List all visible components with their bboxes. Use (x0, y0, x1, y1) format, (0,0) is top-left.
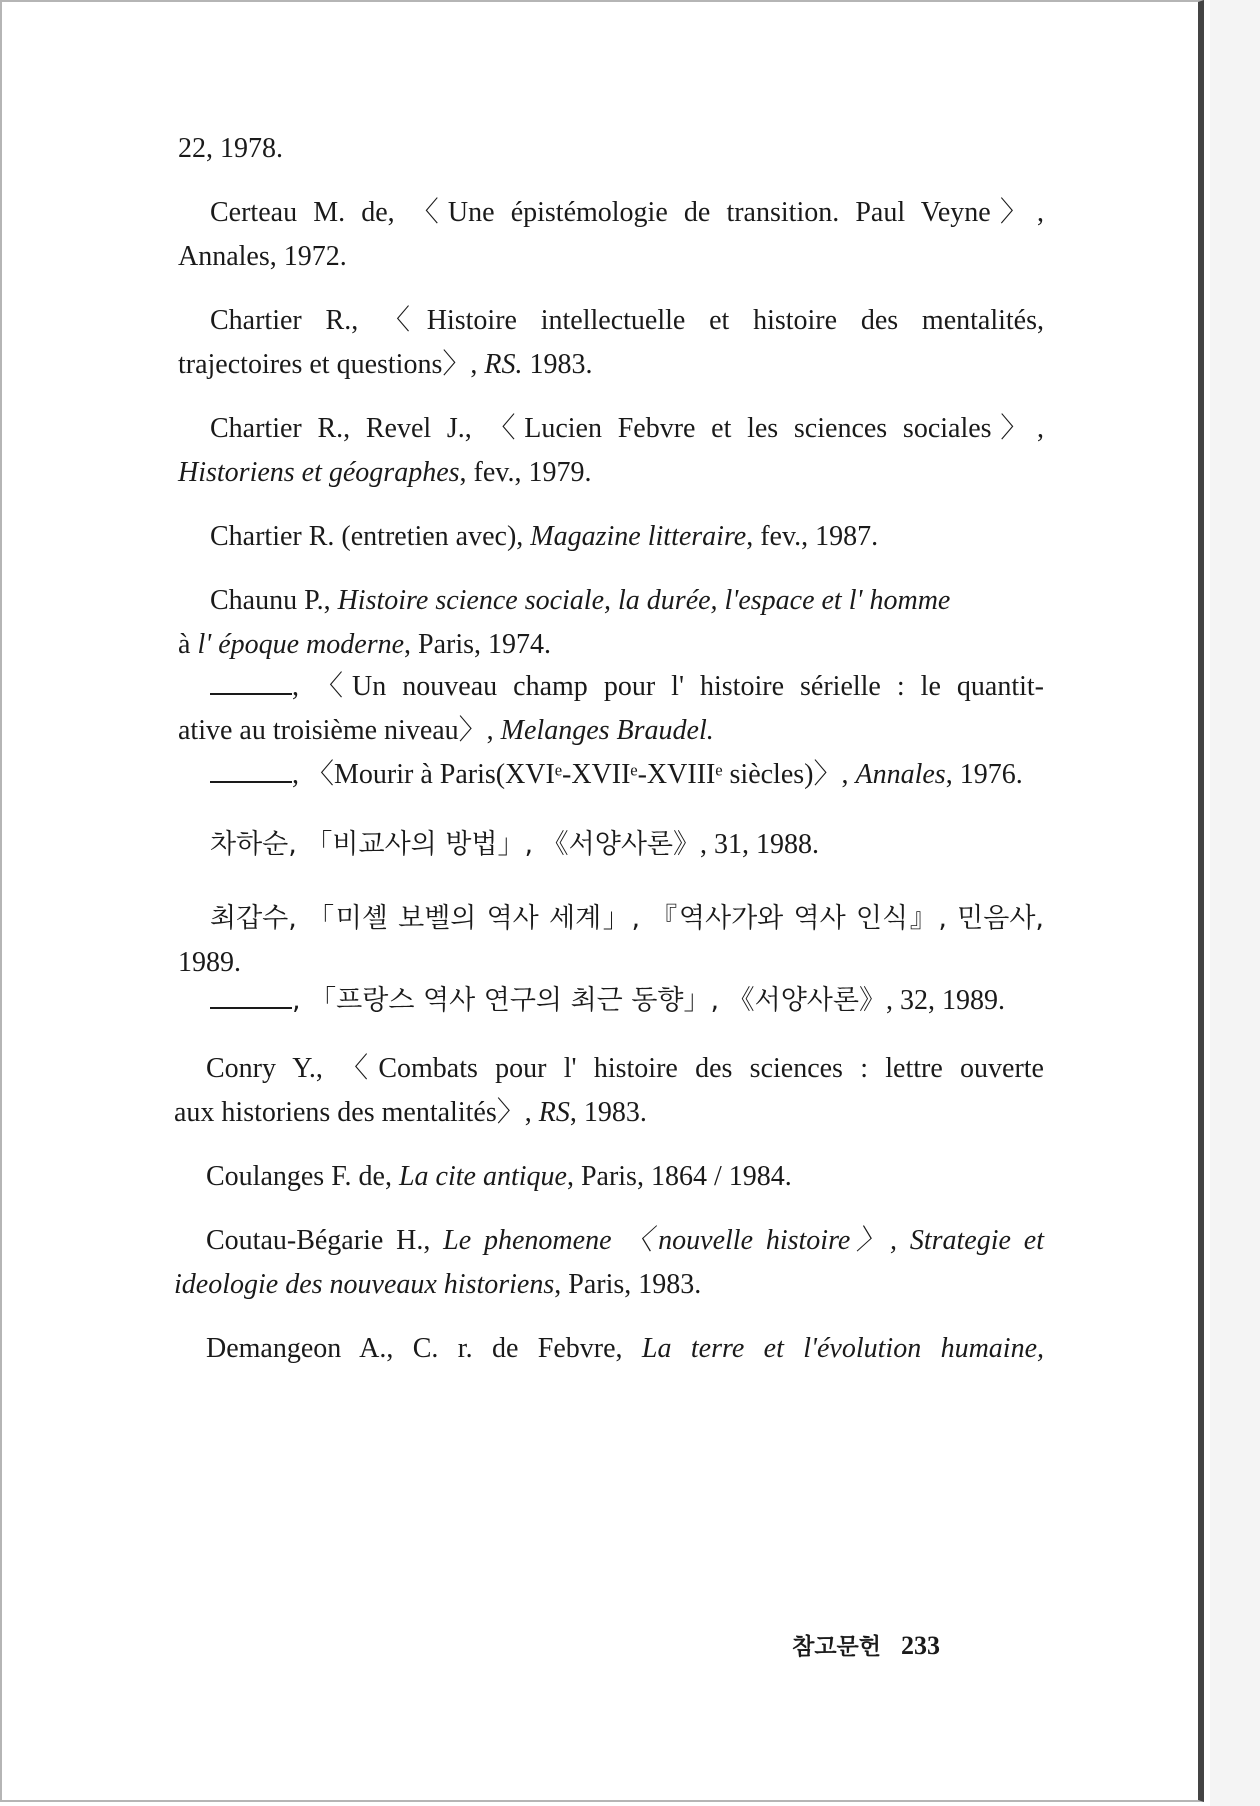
entry-0-line-1: 22, 1978. (178, 133, 283, 164)
entry-choi-line-2: 1989. (178, 947, 241, 978)
entry-chaunu-line-2: à l' époque moderne, Paris, 1974. (178, 629, 552, 660)
entry-conry-line-1: Conry Y., 〈Combats pour l' histoire des sciences : lettre ouverte (206, 1053, 1044, 1084)
entry-chartier-2-line-1: Chartier R., Revel J., 〈Lucien Febvre et les sciences sociales〉, (210, 413, 1044, 444)
entry-cha-line-1: 차하순, 「비교사의 방법」, 《서양사론》, 31, 1988. (210, 829, 819, 860)
ditto-blank (210, 759, 292, 783)
entry-choi-line-1: 최갑수, 「미셸 보벨의 역사 세계」, 『역사가와 역사 인식』, 민음사, (210, 903, 1044, 934)
entry-chaunu-3-line-1: , 〈Mourir à Paris(XVIᵉ-XVIIᵉ-XVIIIᵉ siècles)〉, Annales, 1976. (210, 758, 1023, 792)
entry-chaunu-2-line-1: , 〈Un nouveau champ pour l' histoire sérielle : le quantit- (210, 670, 1044, 704)
entry-chaunu-line-1: Chaunu P., Histoire science sociale, la durée, l'espace et l' homme (210, 585, 951, 616)
entry-demangeon-line-1: Demangeon A., C. r. de Febvre, La terre et l'évolution humaine, (206, 1333, 1045, 1364)
entry-chartier-1-line-1: Chartier R., 〈Histoire intellectuelle et histoire des mentalités, (210, 305, 1044, 336)
entry-chartier-1-line-2: trajectoires et questions〉, RS. 1983. (178, 349, 593, 380)
entry-certeau-line-2: Annales, 1972. (178, 241, 347, 272)
ditto-blank (210, 985, 292, 1009)
entry-coutau-line-2: ideologie des nouveaux historiens, Paris, 1983. (174, 1269, 702, 1300)
page-footer (792, 1628, 940, 1661)
entry-coulanges-line-1: Coulanges F. de, La cite antique, Paris, 1864 / 1984. (206, 1161, 792, 1192)
entry-choi-2-line-1: , 「프랑스 역사 연구의 최근 동향」, 《서양사론》, 32, 1989. (210, 984, 1005, 1018)
entry-conry-line-2: aux historiens des mentalités〉, RS, 1983. (174, 1097, 647, 1128)
ditto-blank (210, 671, 292, 695)
entry-chaunu-2-line-2: ative au troisième niveau〉, Melanges Braudel. (178, 715, 714, 746)
footer-section-title: 참고문헌 (792, 1634, 881, 1660)
entry-chartier-2-line-2: Historiens et géographes, fev., 1979. (178, 457, 592, 488)
entry-coutau-line-1: Coutau-Bégarie H., Le phenomene 〈nouvelle histoire〉, Strategie et (206, 1225, 1044, 1256)
page-shadow (1210, 0, 1260, 1806)
entry-chartier-3-line-1: Chartier R. (entretien avec), Magazine litteraire, fev., 1987. (210, 521, 879, 552)
entry-certeau-line-1: Certeau M. de, 〈Une épistémologie de transition. Paul Veyne〉, (210, 197, 1044, 228)
page-number: 233 (901, 1631, 940, 1660)
